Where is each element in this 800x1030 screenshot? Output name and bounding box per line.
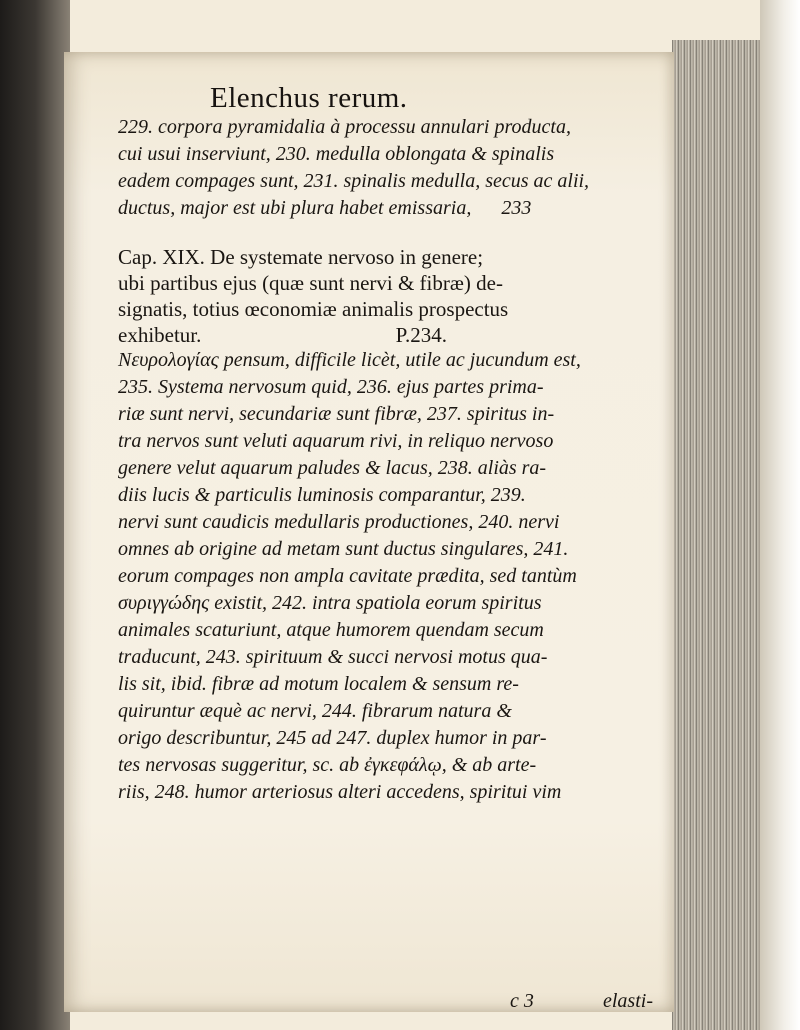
index-line: tes nervosas suggeritur, sc. ab ἐγκεφάλῳ, & ab arte- <box>118 754 537 776</box>
index-line: quiruntur æquè ac nervi, 244. fibrarum natura & <box>118 700 512 722</box>
index-line: eadem compages sunt, 231. spinalis medulla, secus ac alii, <box>118 170 590 192</box>
index-line: genere velut aquarum paludes & lacus, 238. aliàs ra- <box>118 457 547 479</box>
running-header: Elenchus rerum. <box>210 82 408 114</box>
index-block-2 <box>118 347 658 806</box>
index-line: nervi sunt caudicis medullaris productiones, 240. nervi <box>118 511 560 533</box>
index-line: omnes ab origine ad metam sunt ductus singulares, 241. <box>118 538 569 560</box>
page-edges-light <box>760 0 800 1030</box>
index-line: συριγγώδης existit, 242. intra spatiola eorum spiritus <box>118 592 542 614</box>
index-line: 235. Systema nervosum quid, 236. ejus partes prima- <box>118 376 544 398</box>
chapter-line: exhibetur. P.234. <box>118 323 447 347</box>
chapter-line: Cap. XIX. De systemate nervoso in genere; <box>118 245 484 269</box>
index-line: origo describuntur, 245 ad 247. duplex humor in par- <box>118 727 547 749</box>
page-footer <box>0 990 670 1020</box>
index-line: riis, 248. humor arteriosus alteri accedens, spiritui vim <box>118 781 562 803</box>
index-line: animales scaturiunt, atque humorem quendam secum <box>118 619 544 641</box>
index-block-1 <box>118 114 658 222</box>
index-line: cui usui inserviunt, 230. medulla oblongata & spinalis <box>118 143 555 165</box>
book-binding-shadow <box>0 0 70 1030</box>
index-line: lis sit, ibid. fibræ ad motum localem & sensum re- <box>118 673 519 695</box>
index-line: ductus, major est ubi plura habet emissaria, 233 <box>118 197 532 219</box>
chapter-line: signatis, totius œconomiæ animalis prospectus <box>118 297 509 321</box>
catchword: elasti- <box>603 990 653 1012</box>
index-line: riæ sunt nervi, secundariæ sunt fibræ, 237. spiritus in- <box>118 403 555 425</box>
index-line: tra nervos sunt veluti aquarum rivi, in reliquo nervoso <box>118 430 554 452</box>
index-line: diis lucis & particulis luminosis comparantur, 239. <box>118 484 526 506</box>
index-line: Νευρολογίας pensum, difficile licèt, utile ac jucundum est, <box>118 349 581 371</box>
index-line: eorum compages non ampla cavitate prædita, sed tantùm <box>118 565 577 587</box>
index-line: traducunt, 243. spirituum & succi nervosi motus qua- <box>118 646 548 668</box>
index-line: 229. corpora pyramidalia à processu annulari producta, <box>118 116 571 138</box>
signature-mark: c 3 <box>510 990 534 1012</box>
chapter-line: ubi partibus ejus (quæ sunt nervi & fibræ) de- <box>118 271 503 295</box>
chapter-heading-block <box>118 244 658 348</box>
